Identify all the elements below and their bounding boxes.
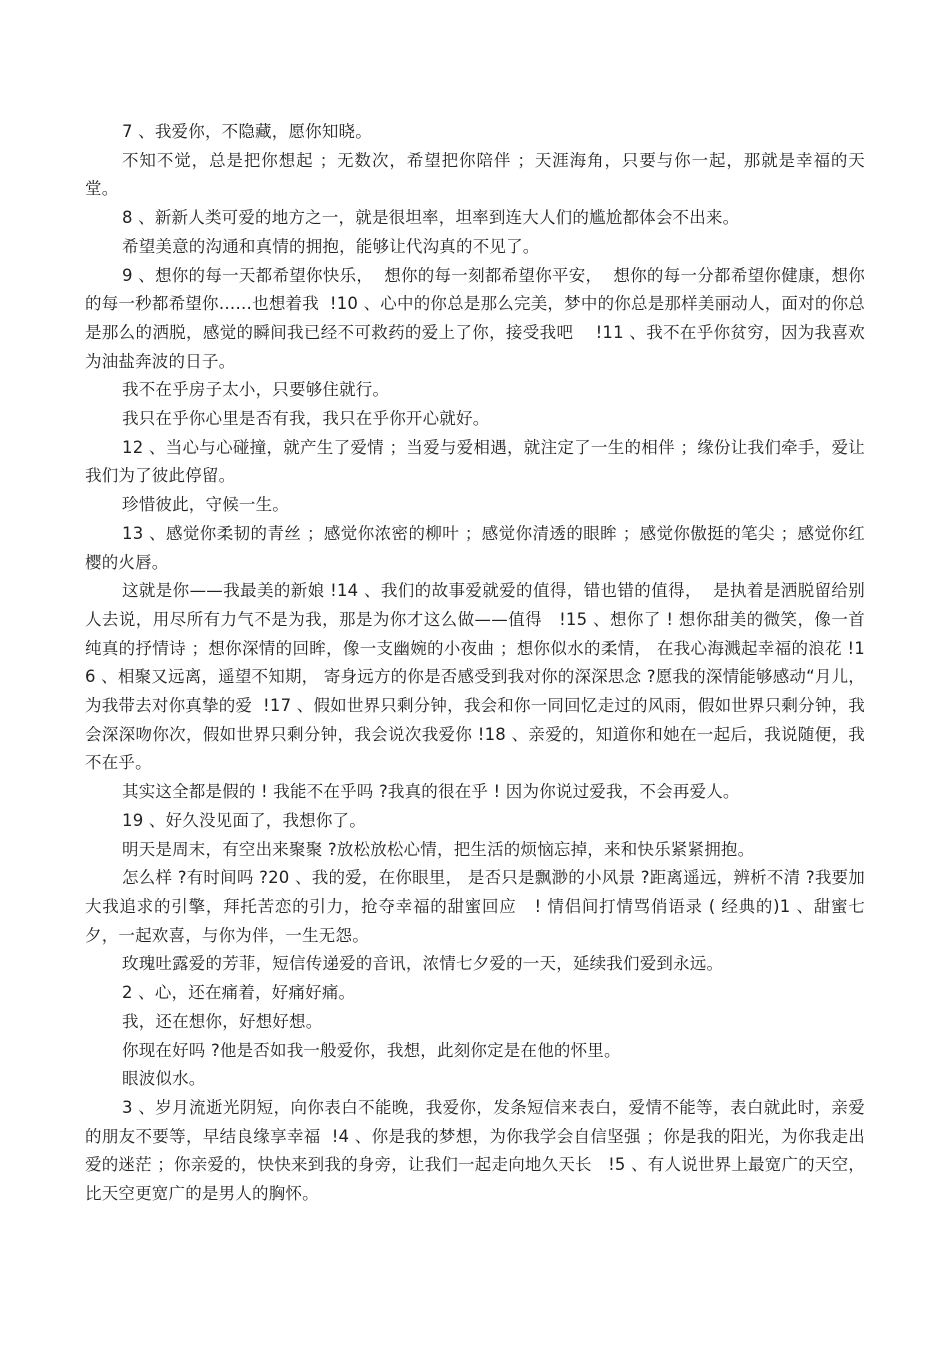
paragraph: 12 、当心与心碰撞，就产生了爱情 ；当爱与爱相遇，就注定了一生的相伴 ；缘份让我们牵手，爱让我们为了彼此停留。	[85, 437, 865, 486]
paragraph: 我不在乎房子太小，只要够住就行。	[122, 380, 390, 400]
document-body	[85, 118, 865, 1209]
paragraph: 明天是周末，有空出来聚聚 ?放松放松心情，把生活的烦恼忘掉，来和快乐紧紧拥抱。	[122, 839, 755, 859]
paragraph: 9 、想你的每一天都希望你快乐， 想你的每一刻都希望你平安， 想你的每一分都希望你健康，想你的每一秒都希望你……也想着我 !10 、心中的你总是那么完美，梦中的你总是那样美丽动人，面对的你总是那么的洒脱，感觉的瞬间我已经不可救药的爱上了你，接受我吧 !11 、我不在乎你贫穷，因为我喜欢为油盐奔波的日子。	[85, 265, 865, 371]
paragraph: 玫瑰吐露爱的芳菲，短信传递爱的音讯，浓情七夕爱的一天，延续我们爱到永远。	[122, 954, 724, 974]
paragraph: 7 、我爱你，不隐藏，愿你知晓。	[122, 122, 372, 141]
paragraph: 19 、好久没见面了，我想你了。	[122, 810, 366, 830]
paragraph: 眼波似水。	[122, 1069, 206, 1089]
paragraph: 8 、新新人类可爱的地方之一，就是很坦率，坦率到连大人们的尴尬都体会不出来。	[122, 208, 740, 228]
paragraph: 希望美意的沟通和真情的拥抱，能够让代沟真的不见了。	[122, 236, 540, 256]
paragraph: 13 、感觉你柔韧的青丝 ；感觉你浓密的柳叶 ；感觉你清透的眼眸 ；感觉你傲挺的笔尖 ；感觉你红樱的火唇。	[85, 523, 865, 572]
paragraph: 我只在乎你心里是否有我，我只在乎你开心就好。	[122, 409, 490, 429]
paragraph: 不知不觉，总是把你想起 ；无数次，希望把你陪伴 ；天涯海角，只要与你一起，那就是幸福的天堂。	[85, 150, 865, 199]
paragraph: 我，还在想你，好想好想。	[122, 1011, 323, 1031]
paragraph: 2 、心，还在痛着，好痛好痛。	[122, 983, 356, 1003]
paragraph: 怎么样 ?有时间吗 ?20 、我的爱，在你眼里， 是否只是飘渺的小风景 ?距离遥远，辨析不清 ?我要加大我追求的引擎，拜托苦恋的引力，抢夺幸福的甜蜜回应 ! 情侣间打情骂俏语录 ( 经典的)1 、甜蜜七夕，一起欢喜，与你为伴，一生无怨。	[85, 868, 865, 945]
paragraph: 3 、岁月流逝光阴短，向你表白不能晚，我爱你，发条短信来表白，爱情不能等，表白就此时，亲爱的朋友不要等，早结良缘享幸福 !4 、你是我的梦想，为你我学会自信坚强 ；你是我的阳光，为你我走出爱的迷茫 ；你亲爱的，快快来到我的身旁，让我们一起走向地久天长 !5 、有人说世界上最宽广的天空，比天空更宽广的是男人的胸怀。	[85, 1097, 865, 1204]
paragraph: 这就是你——我最美的新娘 !14 、我们的故事爱就爱的值得，错也错的值得， 是执着是洒脱留给别人去说，用尽所有力气不是为我，那是为你才这么做——值得 !15 、想你了 ! 想你甜美的微笑，像一首纯真的抒情诗 ；想你深情的回眸，像一支幽婉的小夜曲 ；想你似水的柔情， 在我心海溅起幸福的浪花 !16 、相聚又远离，遥望不知期， 寄身远方的你是否感受到我对你的深深思念 ?愿我的深情能够感动“月儿，为我带去对你真挚的爱 !17 、假如世界只剩分钟，我会和你一同回忆走过的风雨，假如世界只剩分钟，我会深深吻你次，假如世界只剩分钟，我会说次我爱你 !18 、亲爱的，知道你和她在一起后，我说随便，我不在乎。	[85, 581, 865, 773]
paragraph: 你现在好吗 ?他是否如我一般爱你，我想，此刻你定是在他的怀里。	[122, 1040, 621, 1060]
paragraph: 其实这全都是假的 ! 我能不在乎吗 ?我真的很在乎 ! 因为你说过爱我，不会再爱人。	[122, 782, 740, 802]
paragraph: 珍惜彼此，守候一生。	[122, 495, 289, 515]
